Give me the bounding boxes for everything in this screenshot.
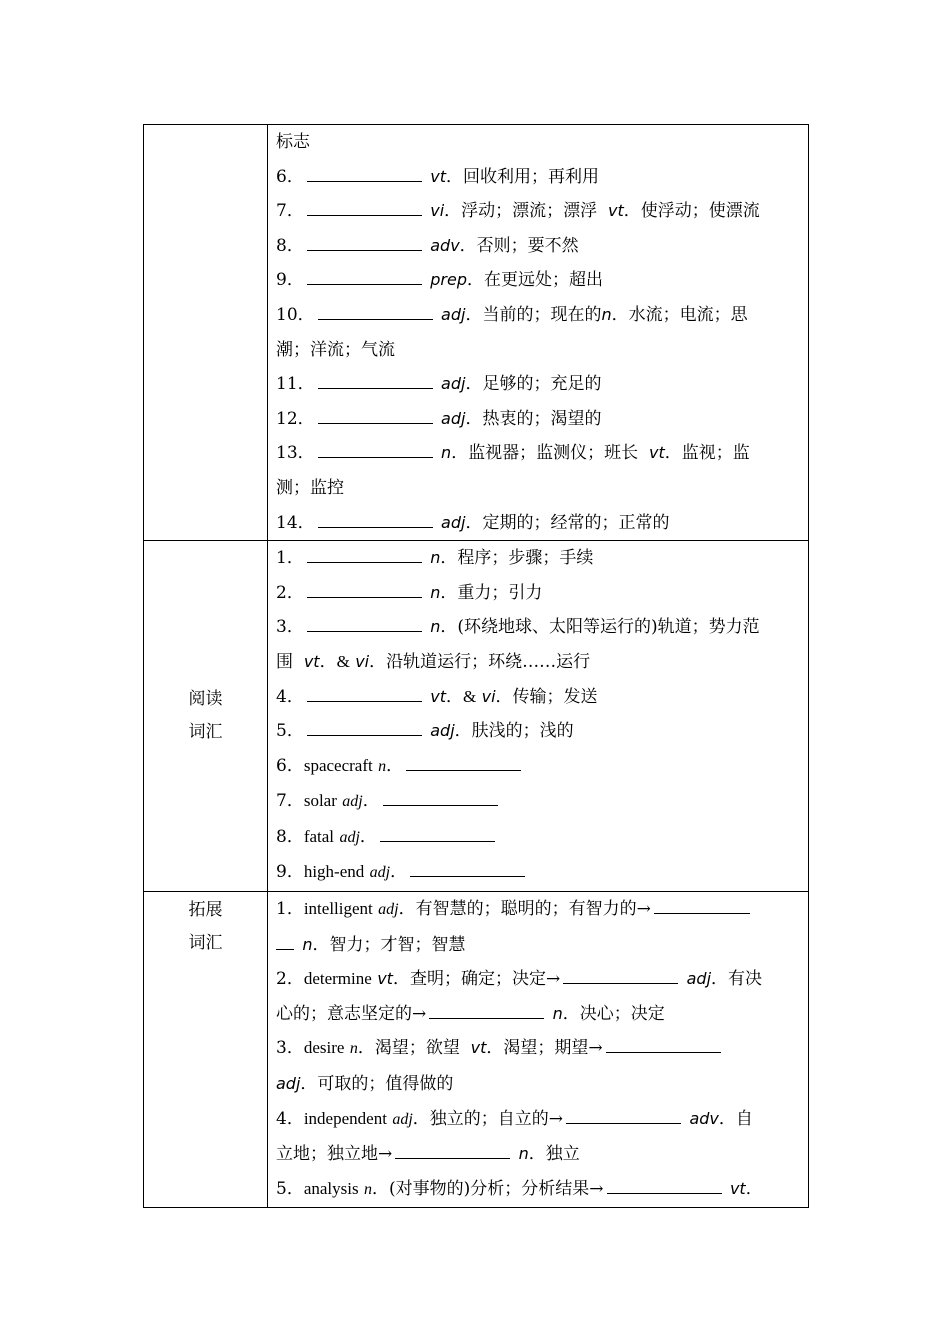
part-of-speech: adj bbox=[276, 1074, 301, 1094]
answer-blank[interactable] bbox=[307, 544, 422, 563]
part-of-speech: vt bbox=[377, 969, 393, 989]
part-of-speech: adj bbox=[430, 721, 455, 741]
answer-blank[interactable] bbox=[566, 1105, 681, 1124]
item-number: 13． bbox=[276, 443, 315, 464]
part-of-speech: prep bbox=[430, 270, 467, 290]
vocab-word: intelligent bbox=[303, 899, 373, 919]
definition: 测；监控 bbox=[276, 477, 344, 498]
vocab-word: solar bbox=[303, 791, 337, 811]
vocab-table bbox=[143, 124, 809, 1208]
part-of-speech: adj bbox=[441, 374, 466, 394]
list-item-continuation: 心的；意志坚定的→ n．决心；决定 bbox=[268, 997, 808, 1032]
answer-blank[interactable] bbox=[654, 895, 750, 914]
section-label bbox=[144, 541, 267, 891]
definition: (环绕地球、太阳等运行的)轨道；势力范 bbox=[457, 617, 760, 638]
item-number: 2． bbox=[276, 969, 304, 990]
part-of-speech: adv bbox=[430, 235, 460, 255]
definition: 渴望；期望→ bbox=[503, 1038, 603, 1059]
part-of-speech: vt bbox=[729, 1178, 746, 1198]
label-line: 词汇 bbox=[188, 722, 223, 743]
item-number: 7． bbox=[276, 201, 304, 222]
list-item: 9． prep．在更远处；超出 bbox=[268, 263, 808, 298]
part-of-speech: vt bbox=[649, 443, 665, 463]
definition: 重力；引力 bbox=[457, 582, 543, 603]
table-row bbox=[144, 541, 809, 892]
vocab-word: spacecraft bbox=[303, 755, 373, 775]
definition: 查明；确定；决定→ bbox=[409, 969, 561, 990]
ampersand: & bbox=[462, 686, 477, 706]
part-of-speech: adj bbox=[339, 828, 360, 846]
part-of-speech: adj bbox=[441, 512, 466, 532]
part-of-speech: vi bbox=[355, 651, 370, 671]
item-number: 11． bbox=[276, 374, 315, 395]
definition: 传输；发送 bbox=[512, 686, 598, 707]
definition: 使浮动；使漂流 bbox=[640, 201, 760, 222]
section-label-cell bbox=[144, 541, 268, 892]
answer-blank[interactable] bbox=[318, 301, 433, 320]
list-item-continuation: n．智力；才智；智慧 bbox=[268, 928, 808, 963]
item-number: 8． bbox=[276, 826, 304, 847]
part-of-speech: n bbox=[601, 304, 612, 324]
vocab-word: fatal bbox=[303, 826, 335, 846]
part-of-speech: vt bbox=[430, 686, 446, 706]
list-item: 4． vt．& vi．传输；发送 bbox=[268, 680, 808, 715]
item-number: 8． bbox=[276, 235, 304, 256]
answer-blank[interactable] bbox=[383, 787, 498, 806]
answer-blank[interactable] bbox=[429, 1000, 544, 1019]
part-of-speech: vt bbox=[430, 166, 446, 186]
item-number: 9． bbox=[276, 270, 304, 291]
list-item: 7．solar adj． bbox=[268, 784, 808, 820]
item-number: 7． bbox=[276, 791, 304, 812]
definition: 定期的；经常的；正常的 bbox=[482, 512, 670, 533]
part-of-speech: adj bbox=[392, 1110, 413, 1128]
item-number: 6． bbox=[276, 166, 304, 187]
item-number: 2． bbox=[276, 582, 304, 603]
item-number: 5． bbox=[276, 721, 304, 742]
answer-blank[interactable] bbox=[395, 1140, 510, 1159]
section-label-cell bbox=[144, 125, 268, 541]
list-item: 5．analysis n．(对事物的)分析；分析结果→ vt． bbox=[268, 1172, 808, 1208]
definition: 独立 bbox=[545, 1144, 580, 1165]
part-of-speech: n bbox=[430, 582, 441, 602]
part-of-speech: vi bbox=[430, 201, 445, 221]
definition: 监视器；监测仪；班长 bbox=[468, 443, 639, 464]
answer-blank[interactable] bbox=[307, 197, 422, 216]
list-item: 1． n．程序；步骤；手续 bbox=[268, 541, 808, 576]
list-item: 2． n．重力；引力 bbox=[268, 576, 808, 611]
list-item: 12． adj．热衷的；渴望的 bbox=[268, 402, 808, 437]
table-row bbox=[144, 892, 809, 1208]
item-number: 12． bbox=[276, 408, 315, 429]
content-cell bbox=[268, 892, 809, 1208]
answer-blank[interactable] bbox=[410, 858, 525, 877]
list-item: 10． adj．当前的；现在的n．水流；电流；思 bbox=[268, 298, 808, 333]
item-number: 5． bbox=[276, 1178, 304, 1199]
definition: 在更远处；超出 bbox=[483, 270, 603, 291]
list-item: 6．spacecraft n． bbox=[268, 749, 808, 785]
definition: 独立的；自立的→ bbox=[429, 1108, 564, 1129]
answer-blank[interactable] bbox=[318, 439, 433, 458]
definition: 智力；才智；智慧 bbox=[329, 934, 466, 955]
definition: 决心；决定 bbox=[579, 1003, 665, 1024]
list-item-continuation bbox=[268, 333, 808, 368]
part-of-speech: n bbox=[364, 1180, 373, 1198]
vocab-word: desire bbox=[303, 1038, 345, 1058]
item-number: 1． bbox=[276, 899, 304, 920]
part-of-speech: adj bbox=[686, 969, 712, 989]
vocab-word: high-end bbox=[303, 862, 365, 882]
item-number: 10． bbox=[276, 304, 315, 325]
answer-blank[interactable] bbox=[607, 1175, 722, 1194]
definition: (对事物的)分析；分析结果→ bbox=[389, 1178, 604, 1199]
answer-blank[interactable] bbox=[307, 579, 422, 598]
section-label bbox=[144, 892, 267, 960]
part-of-speech: n bbox=[441, 443, 452, 463]
vocab-word: analysis bbox=[303, 1178, 359, 1198]
definition: 有智慧的；聪明的；有智力的→ bbox=[415, 899, 651, 920]
content-cell bbox=[268, 125, 809, 541]
item-number: 6． bbox=[276, 755, 304, 776]
item-number: 4． bbox=[276, 1108, 304, 1129]
definition: 潮；洋流；气流 bbox=[276, 339, 395, 360]
definition: 水流；电流；思 bbox=[628, 304, 748, 325]
definition: 围 bbox=[276, 651, 293, 672]
vocab-word: determine bbox=[303, 969, 372, 989]
answer-blank[interactable] bbox=[307, 717, 422, 736]
definition: 可取的；值得做的 bbox=[317, 1074, 454, 1095]
part-of-speech: n bbox=[378, 757, 387, 775]
answer-blank[interactable] bbox=[563, 965, 678, 984]
definition: 浮动；漂流；漂浮 bbox=[461, 201, 598, 222]
vocab-word: independent bbox=[303, 1108, 387, 1128]
answer-blank[interactable] bbox=[307, 232, 422, 251]
part-of-speech: adv bbox=[689, 1108, 719, 1128]
list-item-continuation: 立地；独立地→ n．独立 bbox=[268, 1137, 808, 1172]
definition: 否则；要不然 bbox=[476, 235, 579, 256]
list-item: 9．high-end adj． bbox=[268, 855, 808, 891]
part-of-speech: vt bbox=[607, 201, 624, 221]
part-of-speech: vt bbox=[303, 651, 320, 671]
answer-blank[interactable] bbox=[380, 823, 495, 842]
part-of-speech: n bbox=[430, 548, 441, 568]
answer-blank[interactable] bbox=[406, 752, 521, 771]
item-number: 1． bbox=[276, 548, 304, 569]
definition: 心的；意志坚定的→ bbox=[276, 1003, 427, 1024]
item-number: 4． bbox=[276, 686, 304, 707]
list-item: 14． adj．定期的；经常的；正常的 bbox=[268, 506, 808, 541]
list-item: 7． vi．浮动；漂流；漂浮 vt．使浮动；使漂流 bbox=[268, 194, 808, 229]
answer-blank[interactable] bbox=[307, 266, 422, 285]
part-of-speech: vi bbox=[481, 686, 496, 706]
part-of-speech: n bbox=[349, 1040, 358, 1058]
line-text: 标志 bbox=[276, 132, 310, 152]
item-number: 3． bbox=[276, 617, 304, 638]
definition: 有决 bbox=[728, 969, 763, 990]
list-item: 5． adj．肤浅的；浅的 bbox=[268, 714, 808, 749]
definition: 肤浅的；浅的 bbox=[471, 721, 574, 742]
part-of-speech: vt bbox=[470, 1038, 487, 1058]
answer-blank[interactable] bbox=[318, 370, 433, 389]
answer-blank[interactable] bbox=[307, 613, 422, 632]
list-item: 2．determine vt．查明；确定；决定→ adj．有决 bbox=[268, 962, 808, 997]
definition: 当前的；现在的 bbox=[482, 304, 602, 325]
content-cell bbox=[268, 541, 809, 892]
ampersand: & bbox=[336, 651, 350, 671]
part-of-speech: n bbox=[518, 1144, 529, 1164]
part-of-speech: adj bbox=[342, 793, 363, 811]
part-of-speech: n bbox=[552, 1003, 563, 1023]
part-of-speech: adj bbox=[369, 864, 391, 882]
part-of-speech: n bbox=[430, 617, 441, 637]
list-item: 8．fatal adj． bbox=[268, 820, 808, 856]
answer-blank[interactable] bbox=[318, 509, 433, 528]
definition: 自 bbox=[735, 1108, 753, 1129]
list-item-continuation: 围 vt．& vi．沿轨道运行；环绕……运行 bbox=[276, 651, 591, 672]
answer-blank[interactable] bbox=[606, 1034, 721, 1053]
definition: 回收利用；再利用 bbox=[462, 166, 599, 187]
section-label-cell bbox=[144, 892, 268, 1208]
item-number: 14． bbox=[276, 512, 315, 533]
answer-blank[interactable] bbox=[307, 683, 422, 702]
part-of-speech: adj bbox=[378, 901, 399, 919]
list-item: 13． n．监视器；监测仪；班长 vt．监视；监 bbox=[268, 436, 808, 471]
definition: 程序；步骤；手续 bbox=[457, 548, 594, 569]
list-item bbox=[268, 125, 808, 160]
answer-blank[interactable] bbox=[318, 405, 433, 424]
list-item-continuation bbox=[268, 471, 808, 506]
definition: 渴望；欲望 bbox=[374, 1038, 460, 1059]
item-number: 3． bbox=[276, 1038, 304, 1059]
list-item: 8． adv．否则；要不然 bbox=[268, 229, 808, 264]
list-item: 4．independent adj．独立的；自立的→ adv．自 bbox=[268, 1102, 808, 1138]
list-item: 3．desire n．渴望；欲望 vt．渴望；期望→ bbox=[268, 1031, 808, 1067]
list-item: 11． adj．足够的；充足的 bbox=[268, 367, 808, 402]
definition: 沿轨道运行；环绕……运行 bbox=[386, 651, 591, 672]
definition: 热衷的；渴望的 bbox=[482, 408, 602, 429]
item-number: 9． bbox=[276, 862, 304, 883]
label-line: 拓展 bbox=[188, 900, 223, 921]
definition: 足够的；充足的 bbox=[482, 374, 602, 395]
definition: 立地；独立地→ bbox=[276, 1144, 393, 1165]
label-line: 词汇 bbox=[188, 933, 223, 954]
list-item: 6． vt．回收利用；再利用 bbox=[268, 160, 808, 195]
table-row bbox=[144, 125, 809, 541]
list-item: 1．intelligent adj．有智慧的；聪明的；有智力的→ bbox=[268, 892, 808, 928]
part-of-speech: adj bbox=[441, 304, 466, 324]
label-line: 阅读 bbox=[188, 689, 223, 710]
answer-blank[interactable] bbox=[307, 163, 422, 182]
part-of-speech: n bbox=[302, 934, 313, 954]
definition: 监视；监 bbox=[681, 443, 750, 464]
list-item: 3． n．(环绕地球、太阳等运行的)轨道；势力范 bbox=[268, 610, 808, 645]
list-item-continuation: adj．可取的；值得做的 bbox=[276, 1074, 454, 1095]
part-of-speech: adj bbox=[441, 408, 466, 428]
answer-blank-continuation[interactable] bbox=[276, 931, 294, 950]
